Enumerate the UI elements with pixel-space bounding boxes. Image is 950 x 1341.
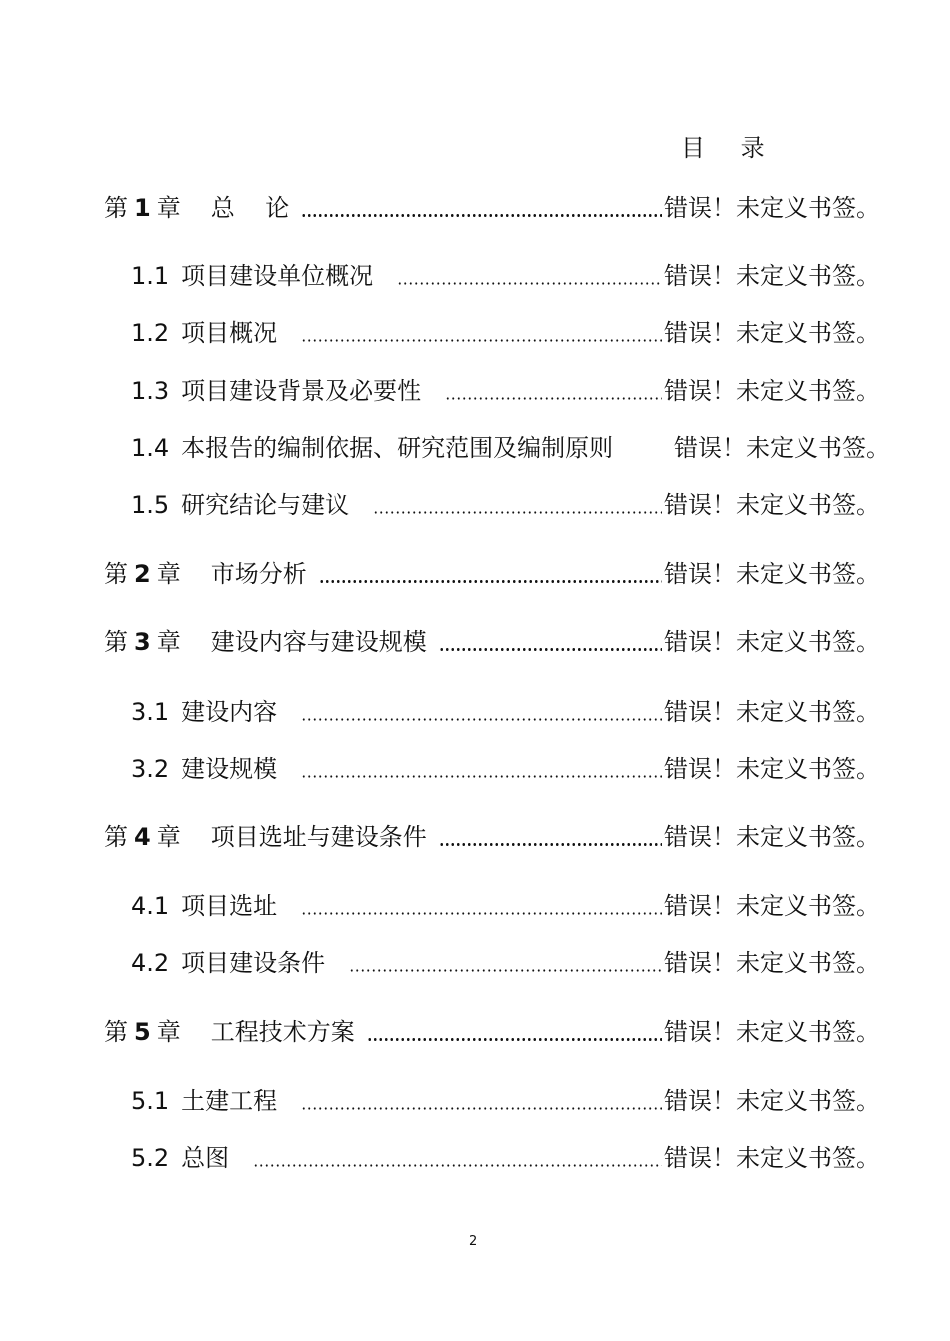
section-number: 1.4 [131, 434, 170, 462]
toc-page-reference: 错误！未定义书签。 [664, 823, 880, 851]
toc-entry-label [131, 313, 277, 353]
toc-leader-dots [373, 511, 662, 514]
toc-page-reference: 错误！未定义书签。 [674, 434, 890, 462]
chapter-prefix: 第 [104, 823, 128, 851]
toc-leader-dots [439, 648, 662, 651]
toc-section-entry[interactable] [0, 428, 950, 468]
chapter-number: 3 [134, 628, 151, 656]
toc-entry-label [104, 622, 427, 662]
toc-page-reference: 错误！未定义书签。 [664, 755, 880, 783]
toc-leader-dots [367, 1038, 662, 1041]
toc-entry-label [131, 428, 613, 468]
section-number: 5.1 [131, 1087, 170, 1115]
section-title: 项目建设单位概况 [181, 262, 374, 290]
toc-leader-dots [349, 969, 662, 972]
section-number: 3.2 [131, 755, 170, 783]
section-number: 1.1 [131, 262, 170, 290]
section-number: 1.3 [131, 377, 170, 405]
section-title: 项目选址 [181, 892, 278, 920]
chapter-suffix: 章 [156, 194, 181, 222]
chapter-prefix: 第 [104, 1018, 128, 1046]
toc-section-entry[interactable] [0, 749, 950, 789]
toc-entry-label [131, 749, 277, 789]
toc-page-reference: 错误！未定义书签。 [664, 262, 880, 290]
toc-chapter-entry[interactable] [0, 622, 950, 662]
chapter-title: 市场分析 [210, 560, 307, 588]
toc-title: 目 录 [681, 134, 779, 162]
section-title: 总图 [181, 1144, 230, 1172]
chapter-suffix: 章 [156, 1018, 181, 1046]
toc-section-entry[interactable] [0, 943, 950, 983]
toc-section-entry[interactable] [0, 256, 950, 296]
section-title: 项目概况 [181, 319, 278, 347]
toc-section-entry[interactable] [0, 313, 950, 353]
toc-page-reference: 错误！未定义书签。 [664, 491, 880, 519]
chapter-prefix: 第 [104, 194, 128, 222]
toc-entry-label [131, 1081, 277, 1121]
toc-entry-label [131, 485, 349, 525]
toc-leader-dots [301, 214, 662, 217]
section-number: 3.1 [131, 698, 170, 726]
toc-leader-dots [445, 397, 662, 400]
toc-page-reference: 错误！未定义书签。 [664, 698, 880, 726]
toc-section-entry[interactable] [0, 371, 950, 411]
toc-entry-label [104, 554, 307, 594]
chapter-title: 工程技术方案 [210, 1018, 355, 1046]
toc-entry-label [104, 1012, 355, 1052]
section-number: 1.5 [131, 491, 170, 519]
chapter-suffix: 章 [156, 628, 181, 656]
toc-page-reference: 错误！未定义书签。 [664, 1018, 880, 1046]
chapter-title: 建设内容与建设规模 [210, 628, 427, 656]
toc-page-reference: 错误！未定义书签。 [664, 1144, 880, 1172]
section-title: 本报告的编制依据、研究范围及编制原则 [181, 434, 614, 462]
toc-leader-dots [301, 718, 662, 721]
chapter-prefix: 第 [104, 560, 128, 588]
section-title: 土建工程 [181, 1087, 278, 1115]
toc-section-entry[interactable] [0, 1081, 950, 1121]
toc-entry-label [104, 817, 427, 857]
toc-section-entry[interactable] [0, 1138, 950, 1178]
chapter-number: 5 [134, 1018, 151, 1046]
section-title: 项目建设条件 [181, 949, 326, 977]
toc-page-reference: 错误！未定义书签。 [664, 892, 880, 920]
toc-page-reference: 错误！未定义书签。 [664, 1087, 880, 1115]
chapter-title: 总 论 [210, 194, 290, 222]
section-title: 项目建设背景及必要性 [181, 377, 422, 405]
section-number: 5.2 [131, 1144, 170, 1172]
toc-entry-label [131, 256, 373, 296]
toc-entry-label [131, 943, 325, 983]
toc-leader-dots [439, 843, 662, 846]
section-number: 4.2 [131, 949, 170, 977]
chapter-title: 项目选址与建设条件 [210, 823, 427, 851]
toc-chapter-entry[interactable] [0, 554, 950, 594]
chapter-prefix: 第 [104, 628, 128, 656]
toc-leader-dots [253, 1164, 662, 1167]
toc-page-reference: 错误！未定义书签。 [664, 319, 880, 347]
section-title: 建设规模 [181, 755, 278, 783]
toc-page-reference: 错误！未定义书签。 [664, 560, 880, 588]
toc-section-entry[interactable] [0, 886, 950, 926]
toc-section-entry[interactable] [0, 485, 950, 525]
toc-leader-dots [301, 775, 662, 778]
toc-page-reference: 错误！未定义书签。 [664, 377, 880, 405]
toc-entry-label [131, 692, 277, 732]
toc-page-reference: 错误！未定义书签。 [664, 194, 880, 222]
toc-leader-dots [301, 912, 662, 915]
toc-leader-dots [301, 339, 662, 342]
toc-chapter-entry[interactable] [0, 1012, 950, 1052]
toc-leader-dots [397, 282, 662, 285]
toc-entry-label [104, 188, 289, 228]
toc-entry-label [131, 371, 421, 411]
section-number: 4.1 [131, 892, 170, 920]
toc-entry-label [131, 886, 277, 926]
chapter-suffix: 章 [156, 823, 181, 851]
section-number: 1.2 [131, 319, 170, 347]
section-title: 建设内容 [181, 698, 278, 726]
toc-section-entry[interactable] [0, 692, 950, 732]
toc-page-reference: 错误！未定义书签。 [664, 628, 880, 656]
chapter-number: 1 [134, 194, 151, 222]
toc-chapter-entry[interactable] [0, 188, 950, 228]
chapter-number: 4 [134, 823, 151, 851]
toc-leader-dots [301, 1107, 662, 1110]
section-title: 研究结论与建议 [181, 491, 350, 519]
toc-page-reference: 错误！未定义书签。 [664, 949, 880, 977]
page-number: 2 [469, 1234, 478, 1249]
toc-leader-dots [319, 580, 662, 583]
toc-chapter-entry[interactable] [0, 817, 950, 857]
chapter-number: 2 [134, 560, 151, 588]
chapter-suffix: 章 [156, 560, 181, 588]
toc-entry-label [131, 1138, 229, 1178]
